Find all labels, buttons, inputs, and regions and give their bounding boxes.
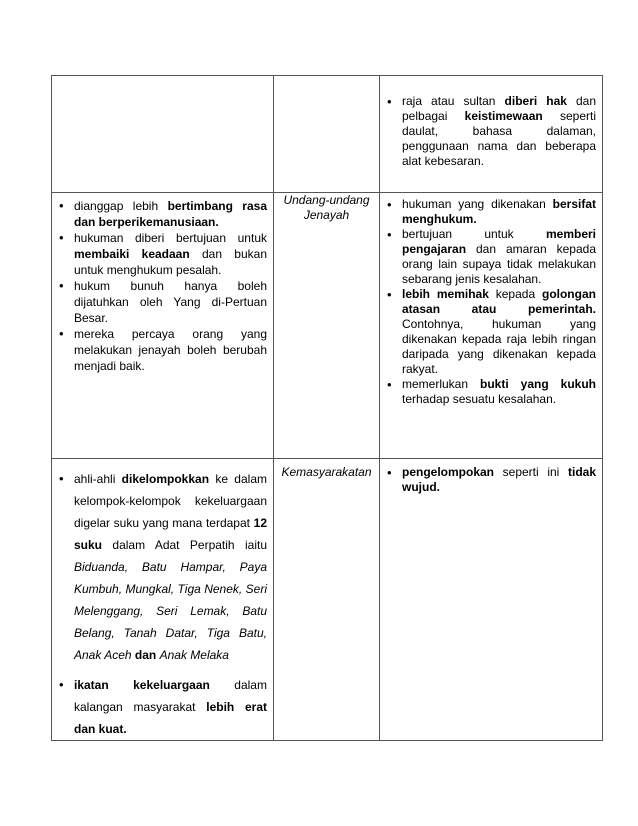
text-run: Anak Melaka	[159, 648, 229, 662]
table-row	[52, 459, 603, 741]
category-cell	[274, 76, 380, 193]
text-run: dan	[131, 648, 160, 662]
comparison-table	[51, 75, 603, 741]
text-run: golongan atasan atau pemerintah.	[402, 287, 596, 316]
text-run: hukum bunuh hanya boleh dijatuhkan oleh Yang di-Pertuan Besar.	[74, 279, 267, 325]
text-run: seperti ini	[494, 465, 568, 479]
text-run: terhadap sesuatu kesalahan.	[402, 392, 557, 406]
right-list	[380, 465, 596, 495]
bullet-item	[380, 227, 596, 287]
text-run: keistimewaan	[464, 109, 543, 123]
bullet-item	[380, 287, 596, 377]
text-run: lebih memihak	[402, 287, 489, 301]
text-run: bertujuan untuk	[402, 227, 546, 241]
text-run: hukuman yang dikenakan	[402, 197, 553, 211]
text-run: seperti daulat, bahasa dalaman, penggunaan nama dan beberapa alat kebesaran.	[402, 109, 596, 168]
text-run: dikelompokkan	[121, 472, 210, 486]
left-cell	[52, 459, 274, 741]
bullet-item	[52, 468, 267, 666]
bullet-item	[52, 230, 267, 278]
text-run: raja atau sultan	[402, 94, 505, 108]
text-run: diberi hak	[504, 94, 567, 108]
text-run: pengelompokan	[402, 465, 495, 479]
text-run: bertimbang rasa dan berperikemanusiaan.	[74, 199, 267, 229]
bullet-item	[380, 465, 596, 495]
text-run: tidak wujud.	[402, 465, 596, 494]
right-list	[380, 94, 596, 169]
text-run: bersifat menghukum.	[402, 197, 596, 226]
table-row	[52, 76, 603, 193]
text-run: ke dalam kelompok-kelompok kekeluargaan digelar suku yang mana terdapat	[74, 472, 267, 530]
category-cell: Undang-undang Jenayah	[274, 193, 380, 459]
text-run: dan amaran kepada orang lain supaya tidak melakukan sebarang jenis kesalahan.	[402, 242, 596, 286]
right-cell	[380, 193, 603, 459]
text-run: membaiki keadaan	[74, 247, 190, 261]
text-run: ahli-ahli	[74, 472, 122, 486]
text-run: ikatan kekeluargaan	[74, 678, 210, 692]
bullet-item	[380, 94, 596, 169]
category-cell: Kemasyarakatan	[274, 459, 380, 741]
left-list	[52, 198, 267, 374]
text-run: dianggap lebih	[74, 199, 168, 213]
bullet-item	[380, 197, 596, 227]
text-run: kepada	[488, 287, 542, 301]
text-run: dalam Adat Perpatih iaitu	[102, 538, 267, 552]
text-run: Contohnya, hukuman yang dikenakan kepada raja lebih ringan daripada yang dikenakan kepada rakyat.	[402, 317, 596, 376]
bullet-item	[52, 278, 267, 326]
table-row	[52, 193, 603, 459]
text-run: 12 suku	[74, 516, 267, 552]
text-run: memerlukan	[402, 377, 481, 391]
bullet-item	[380, 377, 596, 407]
bullet-item	[52, 198, 267, 230]
bullet-item	[52, 674, 267, 740]
text-run: lebih erat dan kuat.	[74, 700, 267, 736]
text-run: mereka percaya orang yang melakukan jenayah boleh berubah menjadi baik.	[74, 327, 267, 373]
text-run: dan bukan untuk menghukum pesalah.	[74, 247, 267, 277]
text-run: hukuman diberi bertujuan untuk	[74, 231, 267, 245]
right-cell	[380, 459, 603, 741]
text-run: bukti yang kukuh	[480, 377, 596, 391]
text-run: memberi pengajaran	[402, 227, 596, 256]
right-cell	[380, 76, 603, 193]
bullet-item	[52, 326, 267, 374]
text-run: dan pelbagai	[402, 94, 597, 123]
text-run: Biduanda, Batu Hampar, Paya Kumbuh, Mungkal, Tiga Nenek, Seri Melenggang, Seri Lemak, Batu Belang, Tanah Datar, Tiga Batu, Anak Aceh	[74, 560, 267, 662]
right-list	[380, 197, 596, 407]
left-cell	[52, 193, 274, 459]
left-cell	[52, 76, 274, 193]
left-list	[52, 468, 267, 740]
text-run: dalam kalangan masyarakat	[74, 678, 267, 714]
